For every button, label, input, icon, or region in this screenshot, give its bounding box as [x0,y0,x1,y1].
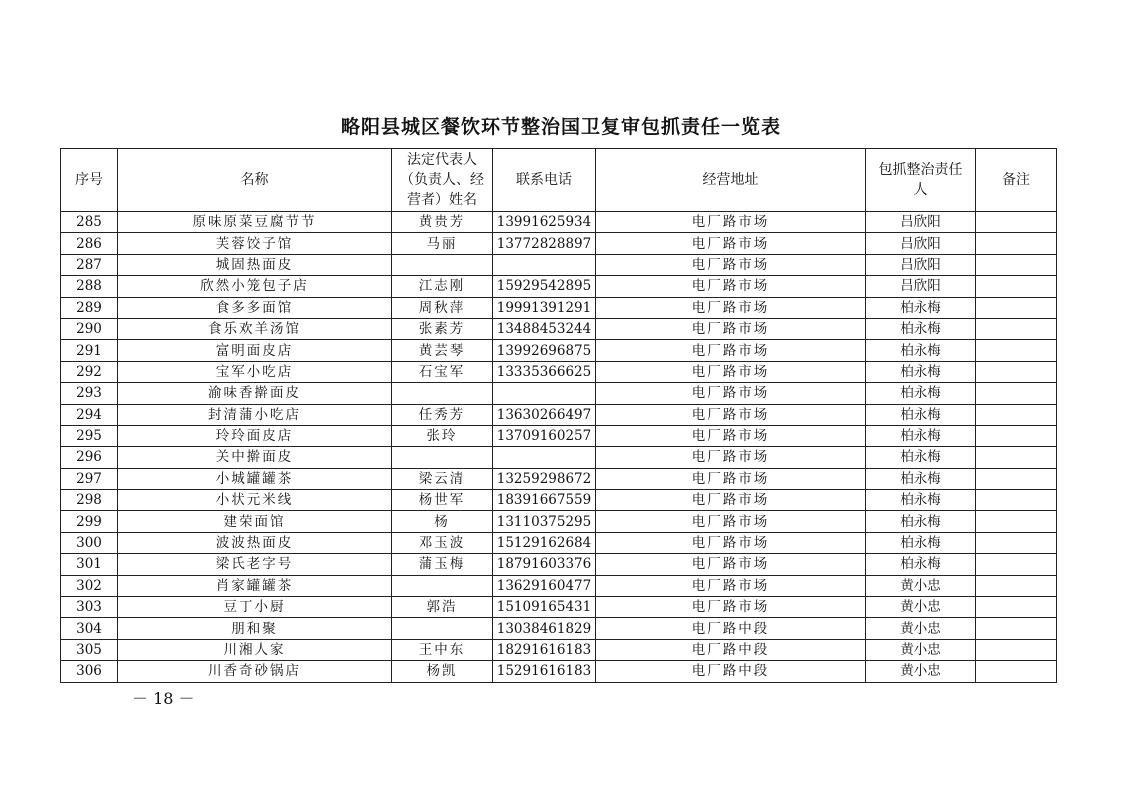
cell-address: 电厂路市场 [596,597,866,618]
cell-supervisor: 柏永梅 [866,511,976,532]
cell-address: 电厂路市场 [596,425,866,446]
cell-remarks [976,404,1057,425]
cell-remarks [976,447,1057,468]
cell-legal-rep: 周秋萍 [392,297,493,318]
cell-address: 电厂路市场 [596,340,866,361]
cell-phone: 15291616183 [493,661,596,682]
table-row [61,532,1057,553]
cell-remarks [976,511,1057,532]
cell-phone: 13630266497 [493,404,596,425]
cell-phone: 13992696875 [493,340,596,361]
cell-remarks [976,276,1057,297]
cell-address: 电厂路市场 [596,361,866,382]
cell-seq: 291 [61,340,118,361]
cell-address: 电厂路中段 [596,618,866,639]
table-row [61,425,1057,446]
cell-legal-rep: 马丽 [392,233,493,254]
cell-address: 电厂路市场 [596,511,866,532]
cell-phone: 18391667559 [493,490,596,511]
cell-supervisor: 黄小忠 [866,597,976,618]
cell-supervisor: 柏永梅 [866,425,976,446]
header-address: 经营地址 [596,149,866,212]
cell-phone: 13629160477 [493,575,596,596]
cell-seq: 294 [61,404,118,425]
cell-legal-rep: 邓玉波 [392,532,493,553]
cell-phone: 13259298672 [493,468,596,489]
cell-seq: 289 [61,297,118,318]
cell-supervisor: 黄小忠 [866,639,976,660]
cell-name: 川香奇砂锅店 [118,661,392,682]
table-row [61,554,1057,575]
table-row [61,490,1057,511]
cell-supervisor: 黄小忠 [866,575,976,596]
cell-supervisor: 吕欣阳 [866,233,976,254]
cell-remarks [976,575,1057,596]
table-row [61,233,1057,254]
cell-address: 电厂路市场 [596,383,866,404]
cell-legal-rep [392,447,493,468]
cell-supervisor: 柏永梅 [866,447,976,468]
table-row [61,468,1057,489]
table-row [61,511,1057,532]
cell-address: 电厂路市场 [596,404,866,425]
responsibility-table [60,148,1057,683]
cell-phone [493,254,596,275]
cell-seq: 301 [61,554,118,575]
cell-name: 食多多面馆 [118,297,392,318]
cell-phone: 13038461829 [493,618,596,639]
cell-name: 食乐欢羊汤馆 [118,318,392,339]
header-remarks: 备注 [976,149,1057,212]
cell-seq: 286 [61,233,118,254]
table-row [61,383,1057,404]
cell-seq: 293 [61,383,118,404]
cell-remarks [976,661,1057,682]
cell-remarks [976,383,1057,404]
cell-legal-rep [392,254,493,275]
cell-phone: 13772828897 [493,233,596,254]
cell-remarks [976,532,1057,553]
cell-remarks [976,639,1057,660]
cell-remarks [976,554,1057,575]
cell-seq: 302 [61,575,118,596]
cell-supervisor: 柏永梅 [866,383,976,404]
cell-phone: 13488453244 [493,318,596,339]
cell-address: 电厂路市场 [596,575,866,596]
cell-phone: 15129162684 [493,532,596,553]
cell-supervisor: 吕欣阳 [866,276,976,297]
cell-address: 电厂路市场 [596,212,866,233]
cell-seq: 295 [61,425,118,446]
cell-remarks [976,254,1057,275]
cell-seq: 287 [61,254,118,275]
cell-legal-rep: 杨世军 [392,490,493,511]
cell-address: 电厂路中段 [596,639,866,660]
cell-remarks [976,425,1057,446]
cell-name: 原味原菜豆腐节节 [118,212,392,233]
cell-name: 宝军小吃店 [118,361,392,382]
cell-remarks [976,361,1057,382]
cell-name: 关中擀面皮 [118,447,392,468]
cell-supervisor: 柏永梅 [866,340,976,361]
cell-seq: 298 [61,490,118,511]
cell-remarks [976,212,1057,233]
cell-seq: 304 [61,618,118,639]
cell-phone: 15109165431 [493,597,596,618]
cell-address: 电厂路市场 [596,276,866,297]
cell-supervisor: 柏永梅 [866,468,976,489]
table-row [61,254,1057,275]
cell-remarks [976,490,1057,511]
cell-legal-rep: 杨 [392,511,493,532]
header-phone: 联系电话 [493,149,596,212]
header-row [61,149,1057,212]
cell-supervisor: 柏永梅 [866,490,976,511]
cell-supervisor: 柏永梅 [866,404,976,425]
cell-name: 波波热面皮 [118,532,392,553]
cell-supervisor: 柏永梅 [866,297,976,318]
cell-name: 富明面皮店 [118,340,392,361]
cell-name: 玲玲面皮店 [118,425,392,446]
table-row [61,297,1057,318]
cell-supervisor: 柏永梅 [866,361,976,382]
cell-remarks [976,468,1057,489]
cell-phone: 18291616183 [493,639,596,660]
table-row [61,447,1057,468]
cell-address: 电厂路市场 [596,233,866,254]
cell-legal-rep: 张素芳 [392,318,493,339]
cell-phone: 19991391291 [493,297,596,318]
cell-legal-rep [392,383,493,404]
cell-address: 电厂路市场 [596,318,866,339]
cell-name: 城固热面皮 [118,254,392,275]
table-row [61,639,1057,660]
cell-name: 封清蒲小吃店 [118,404,392,425]
cell-name: 川湘人家 [118,639,392,660]
table-row [61,361,1057,382]
cell-address: 电厂路市场 [596,468,866,489]
cell-legal-rep: 王中东 [392,639,493,660]
table-row [61,340,1057,361]
header-name: 名称 [118,149,392,212]
cell-seq: 305 [61,639,118,660]
cell-legal-rep: 梁云清 [392,468,493,489]
cell-remarks [976,233,1057,254]
cell-supervisor: 黄小忠 [866,618,976,639]
cell-supervisor: 吕欣阳 [866,254,976,275]
cell-phone: 13335366625 [493,361,596,382]
header-legal-rep: 法定代表人（负责人、经营者）姓名 [392,149,493,212]
cell-supervisor: 黄小忠 [866,661,976,682]
cell-seq: 292 [61,361,118,382]
cell-phone: 13709160257 [493,425,596,446]
cell-remarks [976,618,1057,639]
cell-supervisor: 柏永梅 [866,554,976,575]
cell-address: 电厂路中段 [596,661,866,682]
cell-remarks [976,318,1057,339]
cell-phone: 13110375295 [493,511,596,532]
cell-supervisor: 吕欣阳 [866,212,976,233]
cell-address: 电厂路市场 [596,532,866,553]
cell-legal-rep: 杨凯 [392,661,493,682]
cell-name: 建荣面馆 [118,511,392,532]
page-title: 略阳县城区餐饮环节整治国卫复审包抓责任一览表 [340,116,781,138]
table-body [61,212,1057,683]
cell-name: 梁氏老字号 [118,554,392,575]
cell-seq: 290 [61,318,118,339]
cell-legal-rep: 江志刚 [392,276,493,297]
cell-phone: 13991625934 [493,212,596,233]
cell-legal-rep: 郭浩 [392,597,493,618]
cell-seq: 300 [61,532,118,553]
cell-address: 电厂路市场 [596,490,866,511]
header-supervisor: 包抓整治责任人 [866,149,976,212]
header-seq: 序号 [61,149,118,212]
cell-phone [493,447,596,468]
cell-name: 朋和聚 [118,618,392,639]
cell-address: 电厂路市场 [596,297,866,318]
cell-name: 小城罐罐茶 [118,468,392,489]
cell-address: 电厂路市场 [596,554,866,575]
table-row [61,661,1057,682]
cell-phone: 15929542895 [493,276,596,297]
cell-name: 渝味香擀面皮 [118,383,392,404]
cell-name: 豆丁小厨 [118,597,392,618]
cell-legal-rep: 黄芸琴 [392,340,493,361]
cell-seq: 296 [61,447,118,468]
cell-seq: 306 [61,661,118,682]
table-row [61,597,1057,618]
cell-legal-rep: 蒲玉梅 [392,554,493,575]
table-row [61,404,1057,425]
table-row [61,276,1057,297]
cell-name: 芙蓉饺子馆 [118,233,392,254]
cell-supervisor: 柏永梅 [866,532,976,553]
cell-legal-rep: 任秀芳 [392,404,493,425]
cell-legal-rep [392,618,493,639]
cell-legal-rep: 张玲 [392,425,493,446]
table-row [61,212,1057,233]
cell-supervisor: 柏永梅 [866,318,976,339]
cell-seq: 297 [61,468,118,489]
cell-seq: 285 [61,212,118,233]
cell-address: 电厂路市场 [596,447,866,468]
cell-seq: 303 [61,597,118,618]
cell-phone [493,383,596,404]
cell-name: 小状元米线 [118,490,392,511]
cell-legal-rep: 石宝军 [392,361,493,382]
table-row [61,575,1057,596]
cell-remarks [976,340,1057,361]
cell-phone: 18791603376 [493,554,596,575]
table-row [61,318,1057,339]
cell-seq: 299 [61,511,118,532]
page-number: － 18 － [132,689,195,708]
cell-remarks [976,297,1057,318]
cell-seq: 288 [61,276,118,297]
cell-name: 肖家罐罐茶 [118,575,392,596]
cell-name: 欣然小笼包子店 [118,276,392,297]
cell-legal-rep [392,575,493,596]
cell-legal-rep: 黄贵芳 [392,212,493,233]
cell-address: 电厂路市场 [596,254,866,275]
table-row [61,618,1057,639]
cell-remarks [976,597,1057,618]
